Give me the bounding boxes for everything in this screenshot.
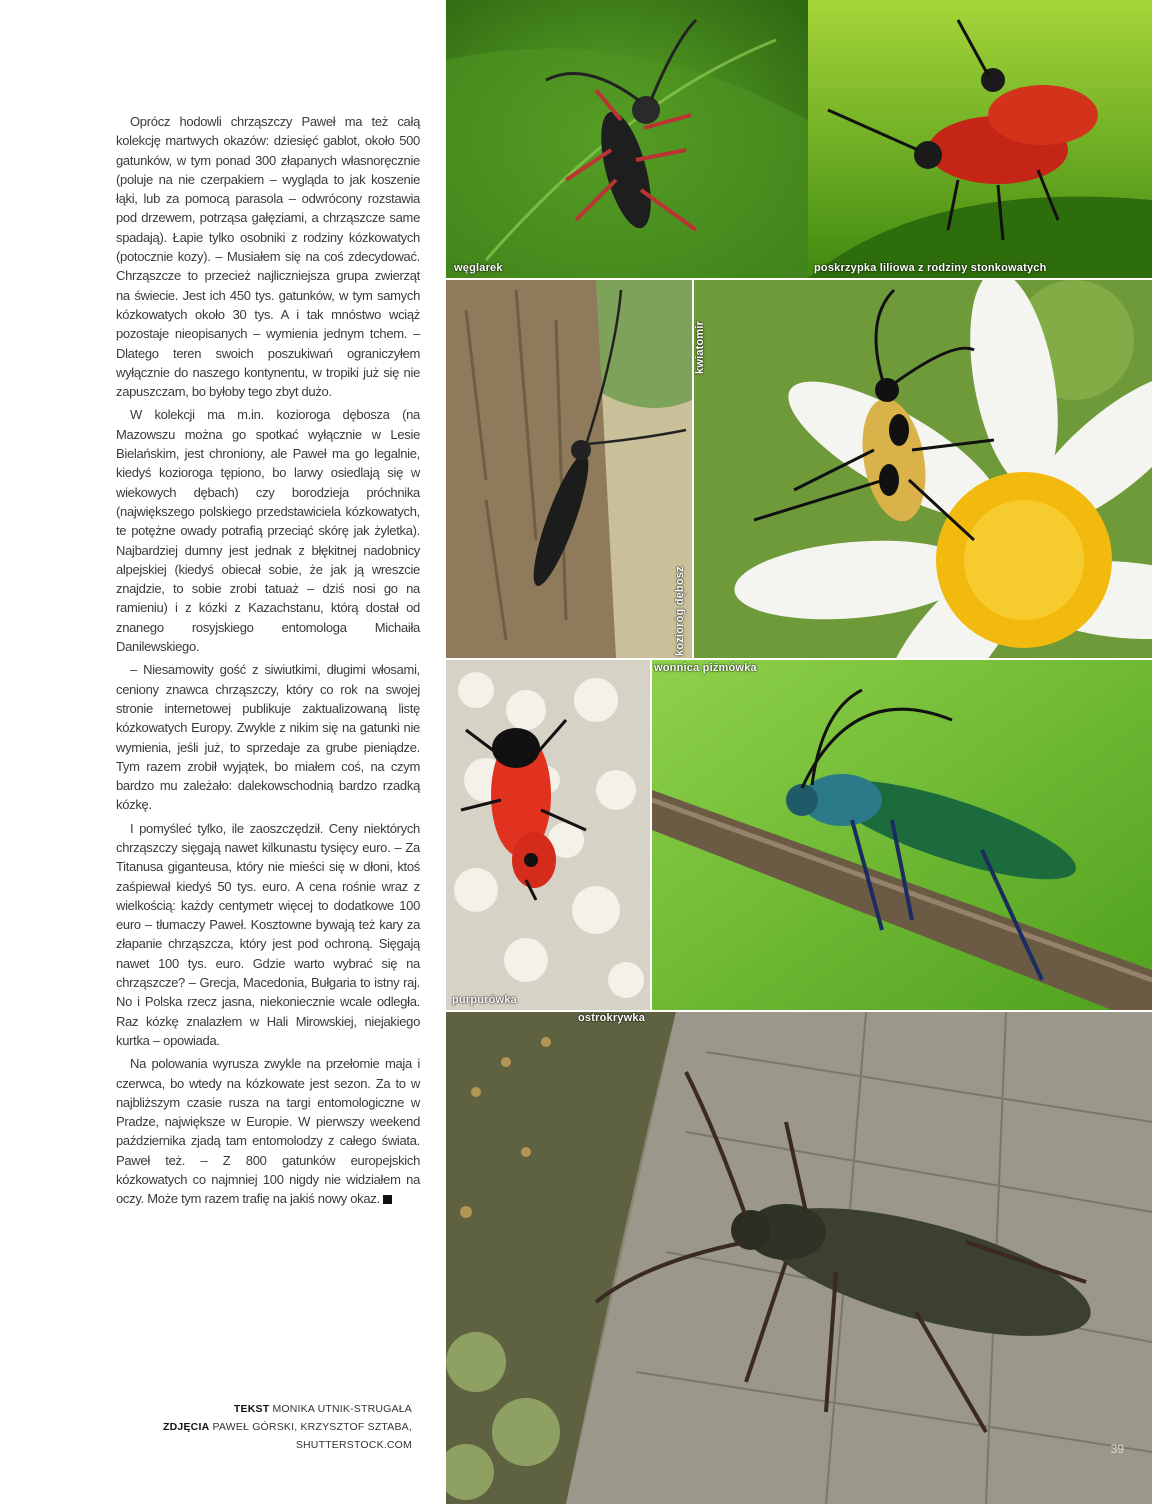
- credits-text-label: TEKST: [233, 1403, 270, 1415]
- paragraph-1: Oprócz hodowli chrząszczy Paweł ma też całą kolekcję martwych okazów: dziesięć gablot, około 500 gatunków, w tym ponad 300 złapanych własnoręcznie (poluje na nie czerpakiem – wygląda to jak koszenie łąki, lub za pomocą parasola – odwrócony rozstawia pod drzewem, potrząsa gałęziami, a chrząszcze same spadają). Łapie tylko osobniki z rodziny kózkowatych (potocznie kozy). – Musiałem się na coś zdecydować. Chrząszcze to przecież najliczniejsza grupa zwierząt na świecie. Jest ich 450 tys. gatunków, w tym samych kózkowatych około 30 tys. A i tak mnóstwo wciąż pozostaje nieopisanych – wymienia jednym tchem. – Dlatego teren swoich poszukiwań ograniczyłem wyłącznie do naszego kontynentu, w tropiki już się nie zapuszczam, bo byłoby tego zbyt dużo.: [116, 114, 420, 400]
- photo-poskrzypka: [808, 0, 1152, 278]
- paragraph-3: – Niesamowity gość z siwiutkimi, długimi włosami, ceniony znawca chrząszczy, który co rok na swojej stronie internetowej publikuje zaktualizowaną listę kózkowatych Europy. Zwykle z nikim się na gatunki nie wymienia, jeśli już, to sprzedaje za grube pieniądze. Tym razem zrobił wyjątek, bo miałem coś, na czym bardzo mu zależało: dalekowschodnią bardzo rzadką kózkę.: [116, 662, 420, 813]
- page-number: 39: [1110, 1442, 1124, 1456]
- article-body: [116, 112, 420, 1213]
- photo-wonnica: [652, 660, 1152, 1010]
- credits-photos-label: ZDJĘCIA: [163, 1421, 210, 1433]
- caption-wonnica: wonnica piżmówka: [654, 662, 757, 674]
- caption-purpurowka: purpurówka: [452, 994, 517, 1006]
- paragraph-4: I pomyśleć tylko, ile zaoszczędził. Ceny niektórych chrząszczy sięgają nawet kilkunastu tysięcy euro. – Za Titanusa giganteusa, który nie mieści się w dłoni, ktoś zaśpiewał kiedyś 50 tys. euro. A cena rośnie wraz z wielkością: każdy centymetr więcej to dodatkowe 100 euro – tłumaczy Paweł. Kosztowne bywają też kary za złapanie chrząszcza, który jest pod ochroną. Sięgają nawet 100 tys. euro. Gdzie warto wybrać się na chrząszcze? – Grecja, Macedonia, Bułgaria to istny raj. No i Polska rzecz jasna, niekoniecznie wcale odległa. Raz kózkę znalazłem w Hali Mirowskiej, niejakiego kurtka – opowiada.: [116, 820, 420, 1048]
- caption-kwiatomir: kwiatomir: [694, 320, 706, 374]
- caption-koziorog: kozioróg dębosz: [674, 566, 686, 656]
- caption-ostrokrywka: ostrokrywka: [578, 1012, 646, 1024]
- caption-weglarek: węglarek: [454, 262, 503, 274]
- paragraph-5: Na polowania wyrusza zwykle na przełomie maja i czerwca, bo wtedy na kózkowate jest sezon. Za to w najbliższym czasie rusza na targi entomologiczne w Pradze, największe w Europie. W pierwszy weekend października zjadą tam entomolodzy z całego świata. Paweł też. – Z 800 gatunków europejskich kózkowatych co najmniej 100 nigdy nie widziałem na oczy. Może tym razem trafię na jakiś nowy okaz.: [116, 1056, 420, 1207]
- photo-kwiatomir: [694, 280, 1152, 658]
- photo-ostrokrywka: [446, 1012, 1152, 1504]
- caption-poskrzypka: poskrzypka liliowa z rodziny stonkowatych: [814, 262, 1047, 274]
- credits: [112, 1400, 412, 1454]
- paragraph-2: W kolekcji ma m.in. kozioroga dębosza (na Mazowszu można go spotkać wyłącznie w Lesie Bielańskim, jest chroniony, ale Paweł ma go legalnie, kiedyś kozioroga tępiono, bo larwy osiedlają się w wiekowych dębach) czy borodzieja próchnika (największego polskiego przedstawiciela kózkowatych, te potężne owady potrafią przeciąć skórę jak żyletka). Najbardziej dumny jest jednak z błękitnej nadobnicy alpejskiej (kiedyś obiecał sobie, że jak ją wreszcie znajdzie, to sobie zrobi tatuaż – dziś nosi go na ramieniu) i z kózki z Kazachstanu, którą dostał od znanego rosyjskiego entomologa Michaiła Danilewskiego.: [116, 407, 420, 655]
- credits-photos-authors: PAWEŁ GÓRSKI, KRZYSZTOF SZTABA,: [212, 1421, 412, 1433]
- end-of-article-mark: [383, 1195, 392, 1204]
- photo-weglarek: [446, 0, 808, 278]
- credits-text-author: MONIKA UTNIK-STRUGAŁA: [272, 1403, 412, 1415]
- photo-koziorog: [446, 280, 692, 658]
- photo-purpurowka: [446, 660, 650, 1010]
- credits-photos-source: SHUTTERSTOCK.COM: [295, 1439, 412, 1451]
